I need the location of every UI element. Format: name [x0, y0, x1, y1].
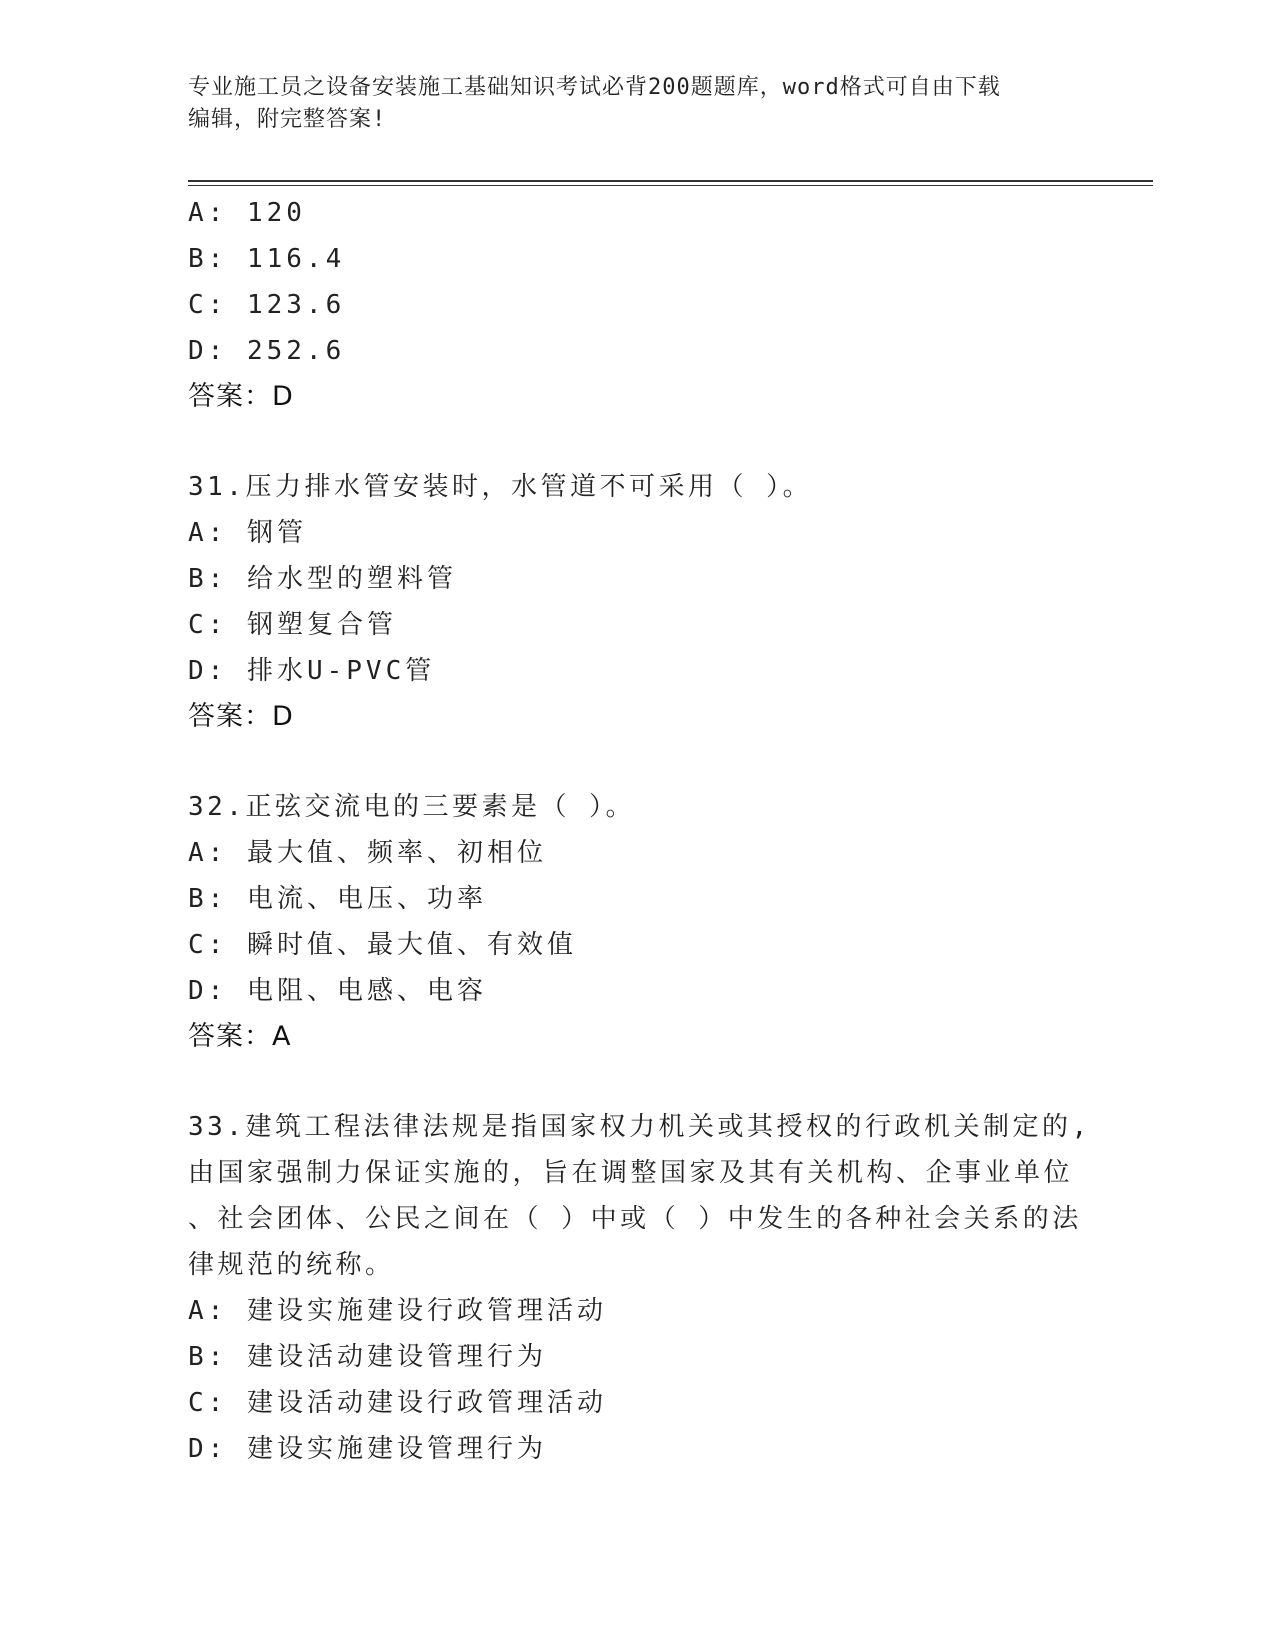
question-stem-line-1: 33.建筑工程法律法规是指国家权力机关或其授权的行政机关制定的, — [188, 1112, 1091, 1142]
question-stem-line-3: 、社会团体、公民之间在（ ）中或（ ）中发生的各种社会关系的法 — [188, 1204, 1082, 1234]
header-divider — [188, 180, 1153, 186]
question-stem: 32.正弦交流电的三要素是（ ）。 — [188, 792, 636, 822]
spacer — [188, 420, 1088, 464]
option-c: C: 123.6 — [188, 290, 346, 320]
page-header — [188, 72, 1068, 136]
question-stem: 31.压力排水管安装时，水管道不可采用（ ）。 — [188, 472, 813, 502]
option-a: A: 钢管 — [188, 518, 307, 548]
question-stem-line-2: 由国家强制力保证实施的，旨在调整国家及其有关机构、企事业单位 — [188, 1158, 1074, 1188]
header-line-2: 编辑，附完整答案! — [188, 107, 387, 132]
option-b: B: 给水型的塑料管 — [188, 564, 457, 594]
spacer — [188, 740, 1088, 784]
option-d: D: 排水U-PVC管 — [188, 656, 436, 686]
option-c: C: 瞬时值、最大值、有效值 — [188, 930, 577, 960]
spacer — [188, 1060, 1088, 1104]
answer: 答案：A — [188, 1021, 292, 1052]
answer: 答案：D — [188, 701, 294, 732]
option-d: D: 建设实施建设管理行为 — [188, 1434, 547, 1464]
header-line-1: 专业施工员之设备安装施工基础知识考试必背200题题库，word格式可自由下载 — [188, 75, 1001, 100]
option-b: B: 116.4 — [188, 244, 346, 274]
option-c: C: 钢塑复合管 — [188, 610, 397, 640]
question-stem-line-4: 律规范的统称。 — [188, 1250, 395, 1280]
option-d: D: 252.6 — [188, 336, 346, 366]
answer: 答案：D — [188, 381, 294, 412]
question-33 — [188, 1104, 1091, 1472]
question-31 — [188, 464, 1088, 740]
option-a: A: 建设实施建设行政管理活动 — [188, 1296, 607, 1326]
question-32 — [188, 784, 1088, 1060]
option-a: A: 120 — [188, 198, 306, 228]
option-b: B: 建设活动建设管理行为 — [188, 1342, 547, 1372]
option-a: A: 最大值、频率、初相位 — [188, 838, 547, 868]
option-c: C: 建设活动建设行政管理活动 — [188, 1388, 607, 1418]
question-content — [188, 190, 1091, 1472]
option-d: D: 电阻、电感、电容 — [188, 976, 487, 1006]
question-30 — [188, 190, 1088, 420]
option-b: B: 电流、电压、功率 — [188, 884, 487, 914]
